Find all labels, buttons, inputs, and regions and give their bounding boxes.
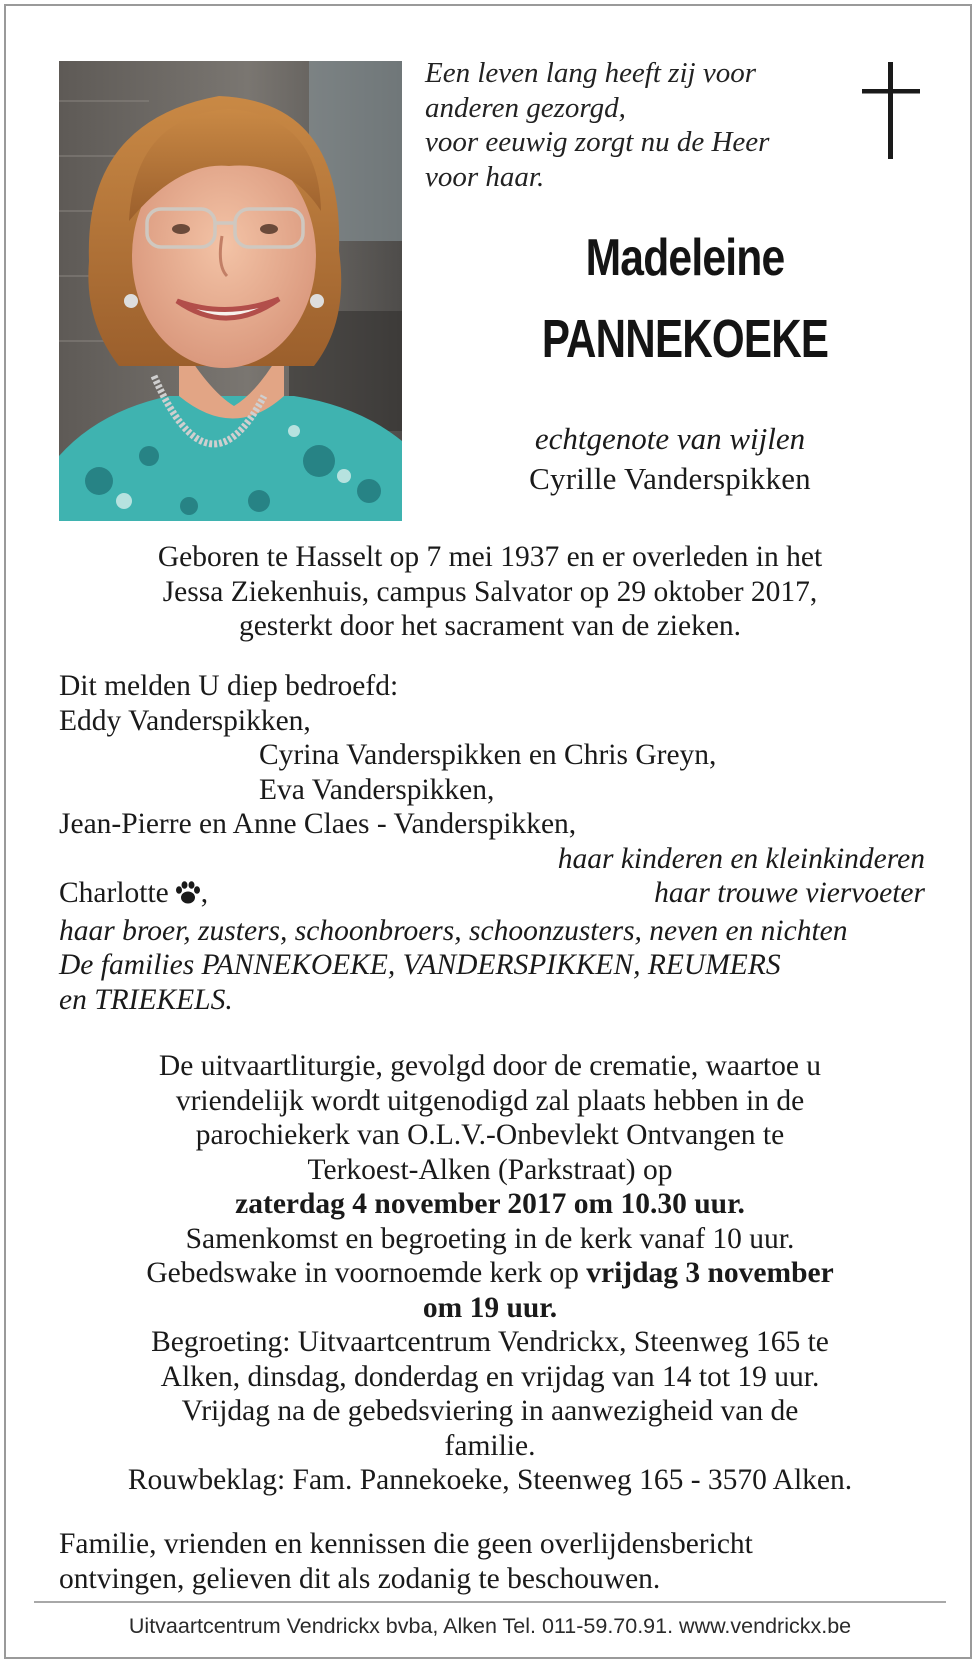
text-line: Terkoest-Alken (Parkstraat) op bbox=[307, 1153, 673, 1186]
text-line: parochiekerk van O.L.V.-Onbevlekt Ontvangen te bbox=[195, 1119, 785, 1151]
verse-line: anderen gezorgd, bbox=[425, 91, 626, 124]
text-line: Jessa Ziekenhuis, campus Salvator op 29 oktober 2017, bbox=[162, 575, 818, 608]
text-line: gesterkt door het sacrament van de zieken. bbox=[238, 610, 742, 642]
spouse-name: Cyrille Vanderspikken bbox=[529, 461, 811, 496]
pet-line bbox=[59, 876, 929, 914]
family-announcement bbox=[59, 669, 929, 1017]
text-line: Alken, dinsdag, donderdag en vrijdag van 14 tot 19 uur. bbox=[160, 1360, 820, 1393]
text-line: Geboren te Hasselt op 7 mei 1937 en er overleden in het bbox=[157, 541, 823, 573]
child-line: Eddy Vanderspikken, bbox=[59, 704, 311, 737]
vigil-line bbox=[40, 1256, 940, 1291]
portrait-photo bbox=[59, 61, 402, 521]
text-line: Vrijdag na de gebedsviering in aanwezigheid van de bbox=[181, 1395, 799, 1427]
child-line: Eva Vanderspikken, bbox=[259, 773, 495, 806]
pet-name: Charlotte bbox=[59, 877, 169, 909]
child-line: Cyrina Vanderspikken en Chris Greyn, bbox=[259, 739, 717, 771]
vigil-date: vrijdag 3 november bbox=[586, 1257, 834, 1289]
text-line: ontvingen, gelieven dit als zodanig te beschouwen. bbox=[59, 1562, 661, 1595]
gathering-line: Samenkomst en begroeting in de kerk vanaf 10 uur. bbox=[185, 1222, 795, 1255]
ceremony-details bbox=[40, 1049, 940, 1498]
deceased-last-name: PANNEKOEKE bbox=[541, 309, 829, 369]
paw-print-icon bbox=[175, 879, 201, 914]
text-line: Begroeting: Uitvaartcentrum Vendrickx, Steenweg 165 te bbox=[151, 1326, 829, 1358]
family-line: en TRIEKELS. bbox=[59, 983, 233, 1016]
birth-death-paragraph bbox=[40, 540, 940, 644]
closing-note bbox=[59, 1527, 929, 1596]
verse-line: Een leven lang heeft zij voor bbox=[425, 57, 756, 89]
funeral-home-footer: Uitvaartcentrum Vendrickx bvba, Alken Tel. 011-59.70.91. www.vendrickx.be bbox=[128, 1614, 852, 1638]
text-line: familie. bbox=[444, 1429, 536, 1462]
vigil-time: om 19 uur. bbox=[422, 1291, 558, 1324]
text-line: De uitvaartliturgie, gevolgd door de crematie, waartoe u bbox=[158, 1050, 822, 1082]
family-line: haar broer, zusters, schoonbroers, schoonzusters, neven en nichten bbox=[59, 914, 848, 947]
pet-comma: , bbox=[200, 877, 209, 909]
verse-line: voor eeuwig zorgt nu de Heer bbox=[425, 126, 770, 158]
children-role: haar kinderen en kleinkinderen bbox=[557, 842, 925, 875]
latin-cross-icon bbox=[862, 62, 920, 167]
deceased-first-name: Madeleine bbox=[585, 229, 785, 287]
memorial-verse bbox=[425, 56, 845, 194]
funeral-date: zaterdag 4 november 2017 om 10.30 uur. bbox=[235, 1188, 745, 1220]
footer-divider bbox=[34, 1601, 946, 1603]
spouse-label: echtgenote van wijlen bbox=[534, 421, 806, 456]
condolences-address: Rouwbeklag: Fam. Pannekoeke, Steenweg 165 - 3570 Alken. bbox=[127, 1464, 853, 1496]
family-line: De families PANNEKOEKE, VANDERSPIKKEN, REUMERS bbox=[59, 949, 781, 981]
verse-line: voor haar. bbox=[425, 160, 545, 193]
child-line: Jean-Pierre en Anne Claes - Vanderspikken, bbox=[59, 808, 577, 840]
pet-role: haar trouwe viervoeter bbox=[654, 877, 925, 909]
text-line: vriendelijk wordt uitgenodigd zal plaats hebben in de bbox=[175, 1084, 805, 1117]
announcement-intro: Dit melden U diep bedroefd: bbox=[59, 670, 399, 702]
text-line: Familie, vrienden en kennissen die geen overlijdensbericht bbox=[59, 1528, 753, 1560]
vigil-text: Gebedswake in voornoemde kerk op bbox=[146, 1257, 587, 1289]
